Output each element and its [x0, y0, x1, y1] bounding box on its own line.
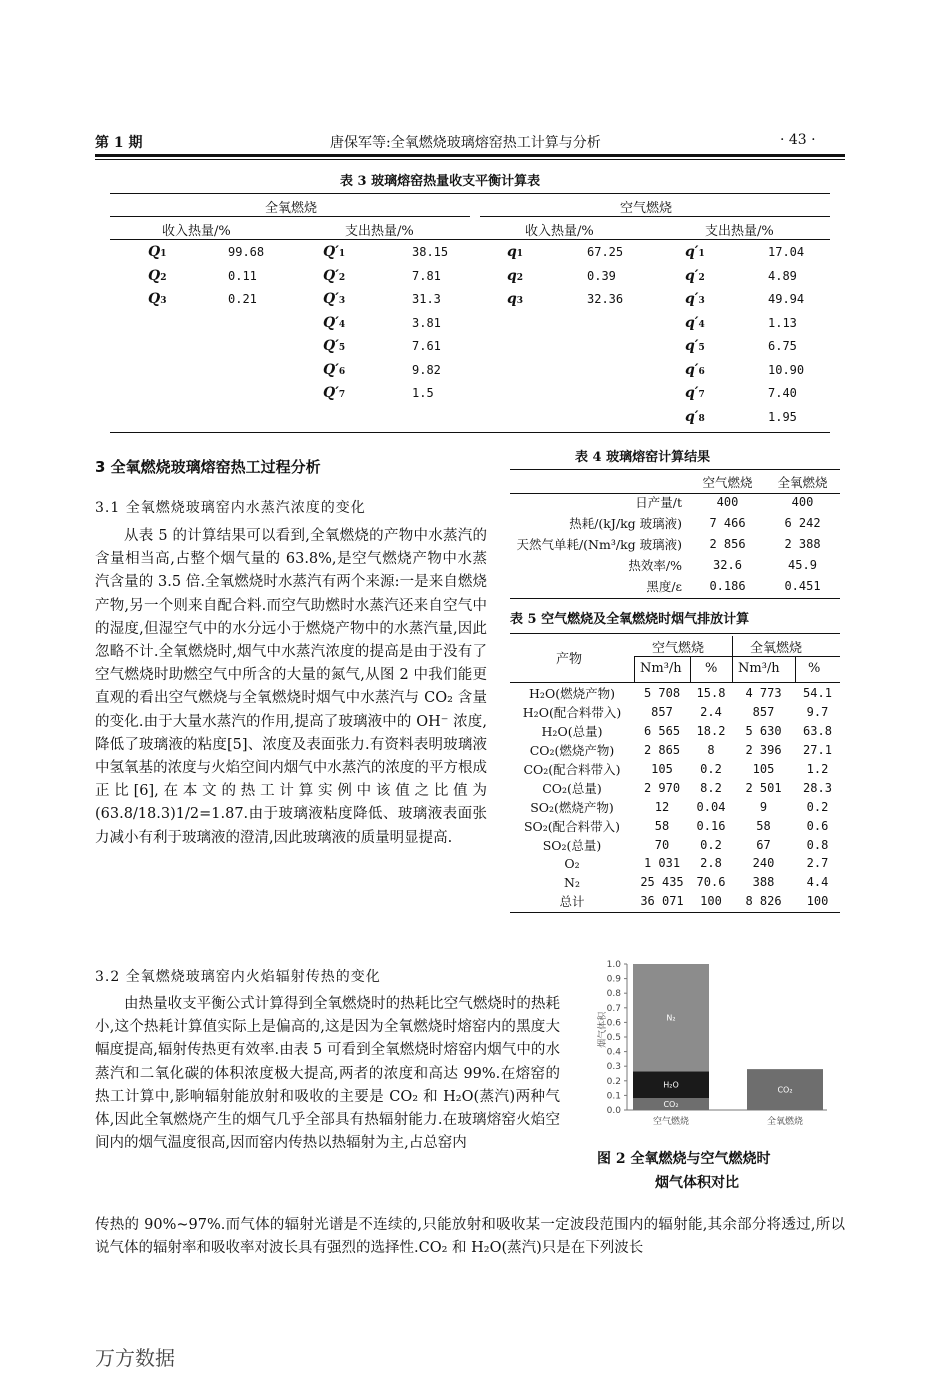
table5-row-label: H₂O(燃烧产物) [529, 686, 615, 702]
table3-title: 表 3 玻璃熔窑热量收支平衡计算表 [340, 174, 541, 189]
chart-y-tick-label: 0.2 [606, 1076, 621, 1087]
table3-symbol-letter: Q [148, 291, 161, 307]
table5-row-oxy-pct: 0.2 [806, 799, 829, 814]
table5-group-rule [634, 656, 840, 657]
table5-row-air-pct: 0.2 [700, 837, 722, 852]
table5-row-air-nm: 70 [654, 837, 670, 852]
table3-symbol-letter: q′ [685, 361, 699, 378]
table3-symbol-subscript: 5 [338, 343, 346, 353]
table5-row-air-pct: 2.4 [700, 705, 722, 720]
table3-symbol-subscript: 3 [338, 296, 346, 306]
table3-group-air: 空气燃烧 [620, 201, 673, 216]
chart-y-tick-label: 0.1 [606, 1091, 621, 1102]
running-header-page: · 43 · [780, 132, 816, 148]
table5-row-label: N₂ [564, 874, 580, 890]
section-3-1-heading: 3.1 全氧燃烧玻璃窑内水蒸汽浓度的变化 [95, 500, 366, 516]
table3-air-in-symbol [507, 268, 523, 284]
table4-row-label: 天然气单耗/(Nm³/kg 玻璃液) [516, 536, 682, 552]
table5-unit-air-nm: Nm³/h [640, 661, 682, 676]
table3-oxy-out-symbol [323, 291, 345, 307]
table3-oxy-out-value: 31.3 [412, 292, 441, 306]
table5-row-air-pct: 0.2 [700, 762, 722, 776]
table3-group-rule-oxy [110, 216, 470, 217]
table4-row-air: 32.6 [713, 557, 742, 572]
table3-symbol-letter: q′ [685, 338, 699, 354]
table3-col-air-in: 收入热量/% [525, 224, 594, 239]
figure-2-caption-line1: 图 2 全氧燃烧与空气燃烧时 [597, 1151, 771, 1167]
table4-row-oxy: 45.9 [788, 557, 817, 572]
table5-row-oxy-pct: 1.2 [806, 762, 829, 776]
table5-row-oxy-nm: 857 [752, 705, 775, 720]
table4-row-oxy: 400 [791, 494, 814, 509]
table5-title: 表 5 空气燃烧及全氧燃烧时烟气排放计算 [510, 612, 750, 627]
table5-row-oxy-nm: 58 [756, 818, 771, 833]
table5-row-oxy-nm: 105 [752, 762, 775, 776]
chart-segment-label: CO₂ [663, 1100, 679, 1110]
table5-group-oxy: 全氧燃烧 [750, 641, 803, 656]
table3-symbol-letter: q [507, 244, 517, 260]
table4-body [510, 491, 840, 596]
table3-symbol-subscript: 2 [516, 272, 524, 283]
table4-top-rule [510, 469, 840, 470]
table3-air-out-symbol [685, 268, 705, 284]
table4-title: 表 4 玻璃熔窑计算结果 [575, 450, 711, 465]
table5-row [510, 835, 840, 854]
table5-row-oxy-nm: 2 396 [745, 743, 782, 758]
table5-row [510, 684, 840, 703]
table5-row-oxy-nm: 8 826 [745, 894, 782, 909]
chart-category-label: 全氧燃烧 [766, 1117, 804, 1127]
table3-air-in-symbol [507, 291, 523, 307]
table3-symbol-subscript: 6 [698, 366, 705, 377]
table5-unit-oxy-nm: Nm³/h [738, 661, 780, 676]
table5-row-air-nm: 1 031 [643, 856, 681, 871]
section-3-2-body [95, 993, 560, 1155]
table3-oxy-out-symbol [323, 385, 345, 401]
table4-row-oxy: 2 388 [784, 536, 821, 551]
table5-row-oxy-nm: 9 [759, 799, 768, 814]
table4-row [510, 491, 840, 512]
table3-oxy-out-value: 7.81 [412, 268, 441, 283]
table5-row [510, 797, 840, 816]
table5-col-product: 产物 [556, 652, 583, 667]
table3-symbol-letter: Q′ [323, 267, 339, 284]
table3-oxy-in-value: 0.21 [228, 292, 257, 306]
table3-oxy-in-value: 99.68 [228, 245, 265, 259]
table5-row-label: O₂ [564, 855, 580, 871]
table5 [510, 684, 840, 911]
table5-row-oxy-nm: 2 501 [745, 780, 782, 795]
table5-row-label: SO₂(总量) [542, 837, 602, 853]
table5-row-air-nm: 5 708 [643, 686, 681, 701]
table5-unit-oxy-pct: % [808, 661, 821, 676]
table3-air-in-value: 67.25 [587, 245, 624, 259]
table5-row-oxy-pct: 28.3 [803, 780, 832, 795]
table3-symbol-letter: Q′ [323, 244, 339, 260]
table3-symbol-subscript: 2 [160, 272, 167, 283]
section-3-2-body-full [95, 1214, 845, 1260]
table5-divider-3 [690, 656, 691, 682]
table3-symbol-letter: Q′ [323, 314, 339, 331]
table3-oxy-out-symbol [323, 362, 345, 378]
table5-row-air-nm: 25 435 [640, 875, 684, 890]
table3-oxy-out-value: 1.5 [412, 386, 434, 400]
table5-row-label: SO₂(配合料带入) [523, 818, 621, 834]
table3-air-out-value: 1.13 [768, 315, 797, 330]
table4-row-air: 7 466 [709, 515, 746, 530]
header-rule [95, 154, 845, 157]
table5-row-oxy-pct: 54.1 [803, 686, 832, 701]
table3-symbol-letter: q′ [685, 314, 699, 331]
table4-row [510, 533, 840, 554]
table4-row [510, 554, 840, 575]
table3-air-out-symbol [685, 315, 705, 331]
chart-y-tick-label: 0.8 [606, 989, 621, 1000]
table3-symbol-subscript: 1 [698, 249, 705, 259]
table5-row-air-nm: 2 865 [643, 743, 681, 758]
table5-unit-air-pct: % [705, 661, 718, 676]
table3-symbol-letter: q [507, 267, 517, 284]
table3-oxy-out-value: 3.81 [412, 315, 441, 330]
table5-row-oxy-nm: 5 630 [745, 724, 782, 739]
table3-symbol-letter: Q [148, 267, 161, 284]
table3-oxy-out-symbol [323, 244, 345, 260]
table5-row-label: CO₂(燃烧产物) [529, 743, 615, 759]
table5-row-air-nm: 36 071 [640, 894, 684, 909]
table5-row-oxy-nm: 240 [752, 856, 775, 871]
table5-row [510, 703, 840, 722]
table3-air-in-value: 32.36 [587, 292, 624, 306]
table3-symbol-letter: Q′ [323, 338, 339, 354]
table3-group-oxy: 全氧燃烧 [265, 201, 318, 216]
table3-symbol-subscript: 3 [160, 296, 167, 306]
table4-row-label: 热耗/(kJ/kg 玻璃液) [569, 515, 682, 531]
table3-air-out-symbol [685, 244, 705, 260]
table3-symbol-letter: Q′ [323, 385, 339, 401]
table5-row-label: SO₂(燃烧产物) [530, 799, 614, 815]
table5-divider-4 [795, 656, 796, 682]
table3-group-rule-air [480, 216, 830, 217]
table5-row [510, 760, 840, 779]
table5-row-air-pct: 2.8 [700, 856, 722, 871]
table3-symbol-subscript: 7 [698, 390, 705, 400]
table3-symbol-subscript: 1 [338, 249, 346, 259]
table5-row-label: H₂O(配合料带入) [522, 705, 622, 721]
table3-symbol-subscript: 3 [516, 296, 524, 306]
table5-row-label: 总计 [559, 894, 585, 910]
chart-y-tick-label: 0.3 [606, 1062, 621, 1073]
table3-air-in-symbol [507, 244, 523, 260]
table4-row [510, 512, 840, 533]
table3-symbol-letter: q′ [685, 385, 699, 401]
table5-row-air-pct: 0.16 [696, 818, 726, 833]
table3-head-rule [110, 239, 830, 240]
table3-air-out-symbol [685, 362, 705, 378]
table3-oxy-out-symbol [323, 268, 345, 284]
chart-y-tick-label: 0.9 [606, 974, 621, 985]
table4-row-air: 0.186 [709, 578, 746, 593]
table5-row-oxy-pct: 63.8 [803, 724, 832, 739]
table3-symbol-letter: Q′ [323, 291, 339, 307]
table3-oxy-in-symbol [148, 244, 166, 260]
table3-symbol-subscript: 4 [338, 319, 346, 330]
table4-row-air: 2 856 [709, 536, 746, 551]
table3-col-oxy-in: 收入热量/% [162, 224, 231, 239]
chart-y-tick-label: 0.6 [606, 1018, 621, 1029]
table5-row-air-nm: 6 565 [643, 724, 681, 739]
table5-row-air-nm: 2 970 [643, 780, 681, 795]
table5-row-oxy-pct: 9.7 [806, 705, 829, 720]
chart-y-tick-label: 0.7 [606, 1003, 621, 1014]
table4-row-label: 黑度/ε [646, 578, 682, 594]
table5-row-air-pct: 0.04 [696, 799, 726, 814]
chart-segment-label: CO₂ [777, 1085, 793, 1095]
table3-air-out-value: 6.75 [768, 339, 797, 353]
chart-segment-label: N₂ [666, 1013, 676, 1023]
section-3-2-heading: 3.2 全氧燃烧玻璃窑内火焰辐射传热的变化 [95, 969, 381, 985]
table3-oxy-in-symbol [148, 291, 166, 307]
table3-air-out-symbol [685, 385, 705, 401]
table5-row [510, 722, 840, 741]
table3-symbol-subscript: 7 [338, 390, 346, 400]
chart-y-axis-label: 烟气体积 [598, 1011, 608, 1048]
section-3-1-body [95, 525, 487, 850]
table3-symbol-subscript: 2 [338, 272, 346, 283]
table5-row-air-pct: 8.2 [700, 780, 722, 795]
table4-row-label: 日产量/t [635, 494, 682, 510]
table5-row-oxy-pct: 0.6 [806, 818, 829, 833]
table3-symbol-subscript: 8 [698, 413, 705, 424]
table3-air-out-value: 17.04 [768, 245, 805, 259]
table5-row-air-nm: 58 [654, 818, 670, 833]
chart-y-tick-label: 0.4 [606, 1047, 621, 1058]
table5-row-air-nm: 857 [651, 705, 673, 720]
table5-group-air: 空气燃烧 [652, 641, 705, 656]
table3-air-out-value: 49.94 [768, 292, 805, 306]
table5-row [510, 778, 840, 797]
table5-row-oxy-pct: 27.1 [803, 743, 832, 758]
chart-category-label: 空气燃烧 [652, 1117, 690, 1127]
paragraph-3-2-b: 传热的 90%~97%.而气体的辐射光谱是不连续的,只能放射和吸收某一定波段范围内的辐射能,其余部分将透过,所以说气体的辐射率和吸收率对波长具有强烈的选择性.CO₂ 和 H₂O(蒸汽)只是在下列波长 [95, 1217, 845, 1257]
table5-row-oxy-pct: 2.7 [806, 856, 829, 871]
table5-row-air-pct: 15.8 [696, 686, 726, 701]
table5-row-label: CO₂(总量) [542, 780, 602, 796]
table3-symbol-letter: q′ [685, 408, 699, 425]
table5-head-rule [510, 682, 840, 683]
table4-col-air: 空气燃烧 [702, 474, 753, 490]
table3-air-out-symbol [685, 409, 705, 425]
table3-oxy-in-value: 0.11 [228, 268, 257, 283]
table3-oxy-out-value: 38.15 [412, 245, 449, 259]
table4 [510, 472, 840, 596]
table3-symbol-subscript: 5 [698, 343, 705, 353]
table4-row-label: 热效率/% [628, 557, 682, 573]
paragraph-3-1: 从表 5 的计算结果可以看到,全氧燃烧的产物中水蒸汽的含量相当高,占整个烟气量的 63.8%,是空气燃烧产物中水蒸汽含量的 3.5 倍.全氧燃烧时水蒸汽有两个来源:一是来自燃烧产物,另一个则来自配合料.而空气助燃时水蒸汽还来自空气中的湿度,但湿空气中的水分远小于燃烧产物中的水蒸汽量,因此忽略不计.全氧燃烧时,烟气中水蒸汽浓度的提高是由于没有了空气燃烧时助燃空气中所含的大量的氮气,从图 2 中我们能更直观的看出空气燃烧与全氧燃烧时烟气中水蒸汽与 CO₂ 含量的变化.由于大量水蒸汽的作用,提高了玻璃液中的 OH⁻ 浓度,降低了玻璃液的粘度[5]、浓度及表面张力.有资料表明玻璃液中氢氧基的浓度与火焰空间内烟气中水蒸汽的浓度的平方根成正比[6],在本文的热工计算实例中该值之比值为(63.8/18.3)1/2=1.87.由于玻璃液粘度降低、玻璃液表面张力减小有利于玻璃液的澄清,因此玻璃液的质量明显提高. [95, 528, 487, 846]
table3-symbol-letter: Q′ [323, 361, 339, 378]
table5-row-label: H₂O(总量) [541, 724, 603, 740]
table3-col-air-out: 支出热量/% [705, 224, 774, 239]
table4-row [510, 575, 840, 596]
table5-row [510, 854, 840, 873]
table3-oxy-out-value: 7.61 [412, 339, 441, 353]
table3-col-oxy-out: 支出热量/% [345, 224, 414, 239]
chart-y-tick-label: 0.5 [606, 1033, 621, 1043]
table3-top-rule [110, 193, 830, 194]
table5-row-oxy-pct: 4.4 [806, 875, 829, 890]
table3-air-out-value: 7.40 [768, 386, 797, 400]
table5-row-oxy-nm: 67 [756, 837, 771, 852]
header-rule-thin [95, 159, 845, 160]
table3-bottom-rule [110, 432, 830, 433]
table4-head-rule [510, 493, 840, 494]
table5-row-air-nm: 105 [651, 762, 673, 776]
table4-row-oxy: 6 242 [784, 515, 821, 530]
table3-air-in-value: 0.39 [587, 268, 616, 283]
running-header-issue: 第 1 期 [95, 135, 143, 151]
table3-symbol-subscript: 2 [698, 272, 705, 283]
table5-row-oxy-nm: 4 773 [745, 686, 782, 701]
table3-air-out-value: 1.95 [768, 409, 797, 424]
table4-row-air: 400 [716, 494, 739, 509]
chart-segment-label: H₂O [663, 1080, 679, 1090]
table3-symbol-letter: Q [148, 244, 161, 260]
table3-air-out-value: 10.90 [768, 362, 805, 377]
table5-divider-2 [732, 636, 733, 682]
table5-divider-1 [634, 656, 635, 682]
running-header-title: 唐保军等:全氧燃烧玻璃熔窑热工计算与分析 [330, 135, 601, 151]
table5-row-air-pct: 18.2 [696, 724, 726, 739]
paragraph-3-2-a: 由热量收支平衡公式计算得到全氧燃烧时的热耗比空气燃烧时的热耗小,这个热耗计算值实际上是偏高的,这是因为全氧燃烧时熔窑内的黑度大幅度提高,辐射传热更有效率.由表 5 可看到全氧燃烧时熔窑内烟气中的水蒸汽和二氧化碳的体积浓度极大提高,两者的浓度和高达 99%.在熔窑的热工计算中,影响辐射能放射和吸收的主要是 CO₂ 和 H₂O(蒸汽)两种气体,因此全氧燃烧产生的烟气几乎全部具有热辐射能力.在玻璃熔窑火焰空间内的烟气温度很高,因而窑内传热以热辐射为主,占总窑内 [95, 996, 560, 1152]
figure-2-chart [595, 960, 840, 1138]
table3-symbol-letter: q′ [685, 291, 699, 307]
table3-symbol-subscript: 6 [338, 366, 346, 377]
table4-bottom-rule [510, 598, 840, 599]
table5-row-air-pct: 70.6 [696, 875, 726, 890]
table4-header-row [510, 472, 840, 491]
chart-y-tick-label: 1.0 [606, 960, 621, 970]
table5-row-oxy-pct: 0.8 [806, 837, 829, 852]
table5-row-air-nm: 12 [654, 799, 670, 814]
table3-symbol-letter: q′ [685, 267, 699, 284]
table3-air-out-value: 4.89 [768, 268, 797, 283]
table5-row [510, 873, 840, 892]
watermark-text: 万方数据 [95, 1346, 175, 1370]
table5-row-oxy-nm: 388 [752, 875, 775, 890]
table3-air-out-symbol [685, 291, 705, 307]
table3-oxy-out-symbol [323, 338, 345, 354]
table4-row-oxy: 0.451 [784, 578, 821, 593]
table3-symbol-subscript: 4 [698, 319, 705, 330]
table5-row-label: CO₂(配合料带入) [523, 762, 621, 777]
figure-2-caption-line2: 烟气体积对比 [655, 1175, 739, 1191]
table3-symbol-letter: q′ [685, 244, 699, 260]
table3-oxy-out-value: 9.82 [412, 362, 441, 377]
table5-row [510, 892, 840, 911]
table5-bottom-rule [510, 912, 840, 913]
table5-row-air-pct: 100 [700, 894, 722, 909]
chart-y-tick-label: 0.0 [606, 1106, 621, 1116]
table3-symbol-letter: q [507, 291, 517, 307]
table5-top-rule [510, 633, 840, 634]
section-3-heading: 3 全氧燃烧玻璃熔窑热工过程分析 [95, 458, 321, 476]
table3-symbol-subscript: 1 [160, 249, 167, 259]
table3-symbol-subscript: 3 [698, 296, 705, 306]
table5-body [510, 684, 840, 911]
table3-oxy-out-symbol [323, 315, 345, 331]
table3-symbol-subscript: 1 [516, 249, 524, 259]
table5-row-air-pct: 8 [707, 743, 715, 758]
table3-oxy-in-symbol [148, 268, 166, 284]
table4-col-oxy: 全氧燃烧 [777, 474, 828, 490]
table3-air-out-symbol [685, 338, 705, 354]
table5-row-oxy-pct: 100 [806, 894, 829, 909]
table5-row [510, 741, 840, 760]
table5-row [510, 816, 840, 835]
